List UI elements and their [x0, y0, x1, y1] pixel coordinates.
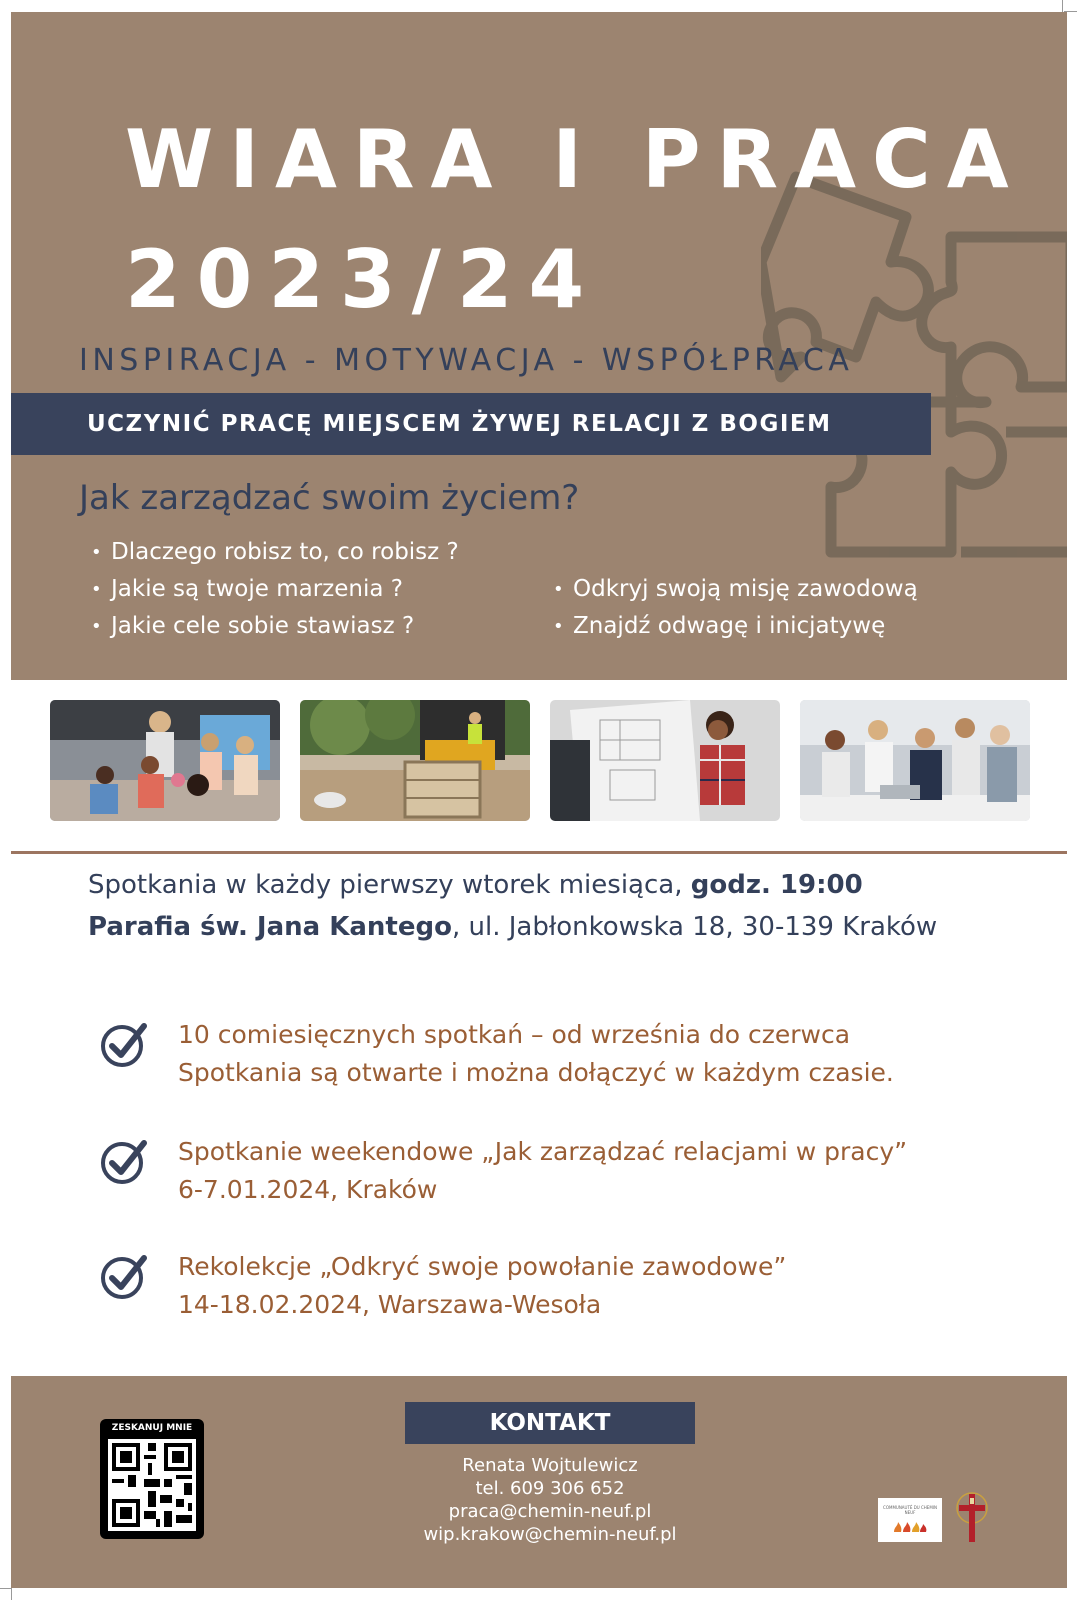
bullet-item: • Odkryj swoją misję zawodową: [553, 571, 918, 608]
contact-phone[interactable]: tel. 609 306 652: [475, 1478, 625, 1499]
feature-title: 10 comiesięcznych spotkań – od września do czerwca: [178, 1020, 851, 1049]
feature-detail: 6-7.01.2024, Kraków: [178, 1175, 438, 1204]
feature-detail: Spotkania są otwarte i można dołączyć w każdym czasie.: [178, 1058, 894, 1087]
parish-address: , ul. Jabłonkowska 18, 30-139 Kraków: [451, 912, 938, 942]
parish-name: Parafia św. Jana Kantego: [88, 912, 452, 942]
feature-detail: 14-18.02.2024, Warszawa-Wesoła: [178, 1290, 602, 1319]
contact-details: [400, 1454, 700, 1546]
contact-heading: KONTAKT: [405, 1402, 695, 1444]
meeting-location: [88, 912, 937, 942]
bullet-list-left: [91, 534, 459, 645]
children-photo: [50, 700, 280, 821]
meeting-time: godz. 19:00: [690, 870, 863, 900]
feature-title: Rekolekcje „Odkryć swoje powołanie zawodowe”: [178, 1252, 787, 1281]
feature-item: [178, 1248, 786, 1324]
business-team-photo: [800, 700, 1030, 821]
subtitle: INSPIRACJA - MOTYWACJA - WSPÓŁPRACA: [79, 343, 854, 378]
question-heading: Jak zarządzać swoim życiem?: [79, 478, 580, 518]
bullet-item: • Jakie są twoje marzenia ?: [91, 571, 459, 608]
feature-title: Spotkanie weekendowe „Jak zarządzać relacjami w pracy”: [178, 1137, 908, 1166]
bullet-item: • Znajdź odwagę i inicjatywę: [553, 608, 918, 645]
logo-text: COMMUNAUTÉ DU CHEMIN NEUF: [883, 1505, 937, 1515]
chemin-neuf-logo: [878, 1498, 942, 1542]
cross-icon: [954, 1490, 990, 1544]
checkmark-icon: [100, 1252, 148, 1300]
contact-email-1[interactable]: praca@chemin-neuf.pl: [448, 1501, 652, 1522]
header-panel: [11, 12, 1067, 680]
contact-name: Renata Wojtulewicz: [462, 1455, 638, 1476]
qr-label: ZESKANUJ MNIE: [111, 1423, 193, 1433]
bullet-list-right: [553, 571, 918, 645]
checkmark-icon: [100, 1020, 148, 1068]
title-line-1: WIARA I PRACA: [125, 113, 1025, 206]
feature-item: [178, 1133, 907, 1209]
qr-code[interactable]: [100, 1419, 204, 1539]
checkmark-icon: [100, 1137, 148, 1185]
title-line-2: 2023/24: [125, 233, 601, 326]
meeting-schedule: [88, 870, 863, 900]
contact-email-2[interactable]: wip.krakow@chemin-neuf.pl: [423, 1524, 677, 1545]
banner: UCZYNIĆ PRACĘ MIEJSCEM ŻYWEJ RELACJI Z BOGIEM: [11, 393, 931, 455]
architect-photo: [550, 700, 780, 821]
meeting-schedule-text: Spotkania w każdy pierwszy wtorek miesiąca,: [88, 870, 691, 900]
qr-code-icon: [108, 1439, 196, 1531]
bullet-item: • Jakie cele sobie stawiasz ?: [91, 608, 459, 645]
section-divider: [11, 851, 1067, 854]
bullet-item: • Dlaczego robisz to, co robisz ?: [91, 534, 459, 571]
puzzle-decoration: [761, 162, 1067, 602]
flames-icon: [892, 1522, 928, 1532]
feature-item: [178, 1016, 894, 1092]
excavator-photo: [300, 700, 530, 821]
